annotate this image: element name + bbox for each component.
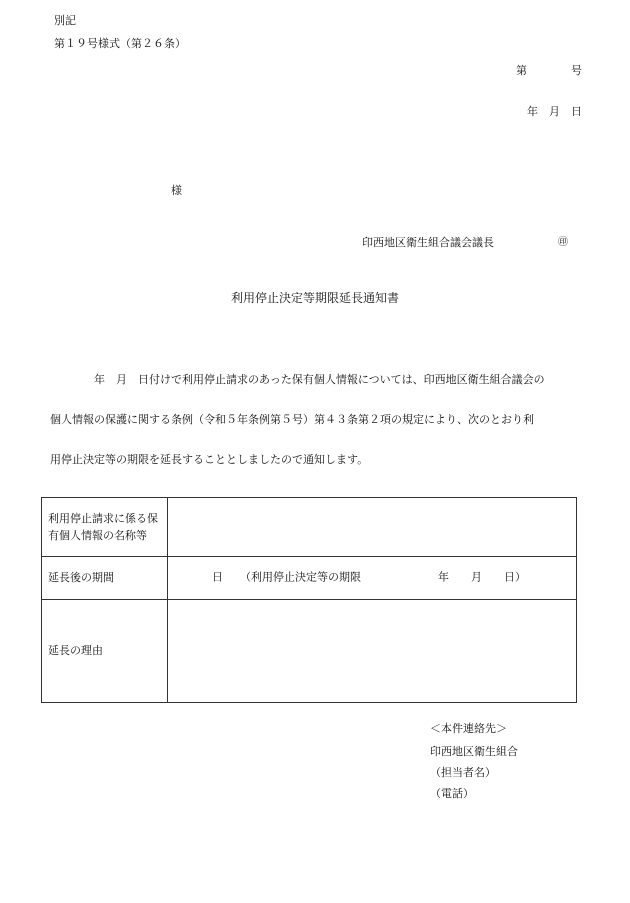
contact-phone: （電話） xyxy=(430,787,474,800)
contact-person: （担当者名） xyxy=(430,766,496,779)
contact-organization: 印西地区衛生組合 xyxy=(430,745,518,758)
deadline-date: 年 月 日） xyxy=(438,570,526,584)
info-name-value xyxy=(168,498,577,557)
table-cell-label xyxy=(42,600,168,703)
info-name-label: 利用停止請求に係る保有個人情報の名称等 xyxy=(48,511,158,542)
extension-reason-value xyxy=(168,600,577,703)
sender-name: 印西地区衛生組合議会議長 xyxy=(362,236,494,249)
date-line: 年 月 日 xyxy=(527,105,582,118)
table-row xyxy=(42,557,577,600)
contact-heading: ＜本件連絡先＞ xyxy=(430,722,507,735)
body-line-2: 個人情報の保護に関する条例（令和５年条例第５号）第４３条第２項の規定により、次のとおり利 xyxy=(50,413,534,426)
seal-mark: ㊞ xyxy=(558,237,568,248)
extension-details-table xyxy=(41,497,577,703)
deadline-label: （利用停止決定等の期限 xyxy=(240,570,361,584)
body-line-3: 用停止決定等の期限を延長することとしましたので通知します。 xyxy=(50,453,369,466)
extended-period-label: 延長後の期間 xyxy=(48,571,114,585)
document-title: 利用停止決定等期限延長通知書 xyxy=(230,291,399,305)
table-cell-label xyxy=(42,557,168,600)
extended-period-content xyxy=(174,557,570,599)
table-row xyxy=(42,600,577,703)
period-day-unit: 日 xyxy=(212,570,223,584)
appendix-label: 別記 xyxy=(54,14,76,27)
table-row xyxy=(42,498,577,557)
extension-reason-label: 延長の理由 xyxy=(48,644,103,658)
recipient-honorific: 様 xyxy=(171,184,182,197)
extended-period-value xyxy=(168,557,577,600)
document-number-line: 第 号 xyxy=(516,64,582,77)
body-line-1: 年 月 日付けで利用停止請求のあった保有個人情報については、印西地区衛生組合議会の xyxy=(94,373,545,386)
form-number: 第１９号様式（第２６条） xyxy=(54,37,186,50)
table-cell-label xyxy=(42,498,168,557)
